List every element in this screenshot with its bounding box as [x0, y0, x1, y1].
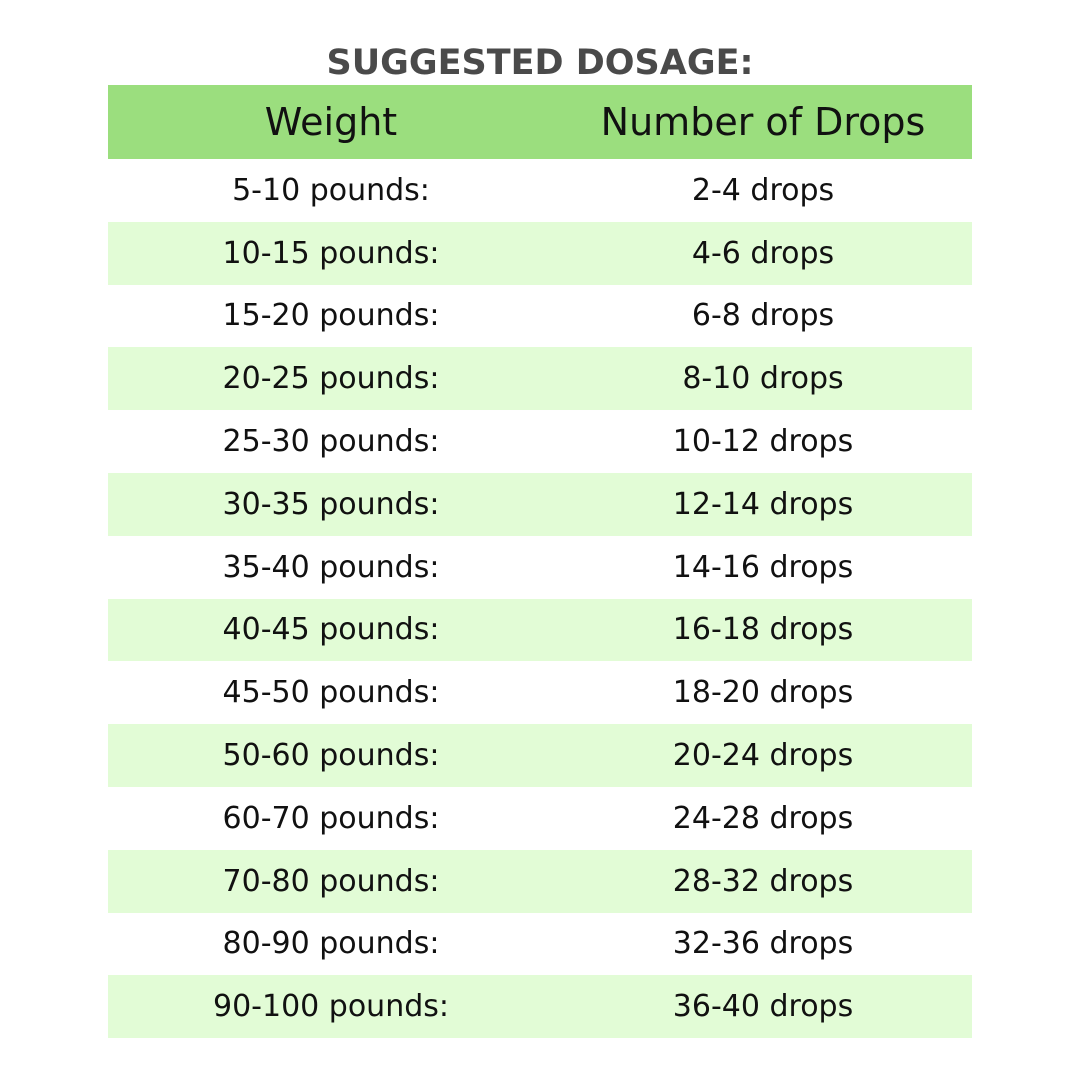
table-row: [108, 787, 972, 850]
header-weight: Weight: [264, 100, 398, 144]
weight-cell: 60-70 pounds:: [222, 800, 440, 836]
table-row: [108, 222, 972, 285]
table-row: [108, 599, 972, 662]
weight-cell: 15-20 pounds:: [222, 298, 440, 334]
weight-cell: 40-45 pounds:: [222, 612, 440, 648]
header-number-of-drops: Number of Drops: [600, 100, 926, 144]
table-row: [108, 975, 972, 1038]
weight-cell: 90-100 pounds:: [212, 989, 449, 1025]
table-row: [108, 347, 972, 410]
drops-cell: 18-20 drops: [672, 675, 854, 711]
drops-cell: 36-40 drops: [672, 989, 854, 1025]
table-row: [108, 410, 972, 473]
dosage-table: [108, 85, 972, 1038]
drops-cell: 12-14 drops: [672, 486, 854, 522]
table-row: [108, 724, 972, 787]
table-row: [108, 159, 972, 222]
drops-cell: 16-18 drops: [672, 612, 854, 648]
weight-cell: 30-35 pounds:: [222, 486, 440, 522]
drops-cell: 8-10 drops: [682, 361, 844, 397]
table-row: [108, 285, 972, 348]
table-body: [108, 159, 972, 1038]
table-header: [108, 85, 972, 159]
table-row: [108, 536, 972, 599]
drops-cell: 32-36 drops: [672, 926, 854, 962]
table-row: [108, 913, 972, 976]
table-row: [108, 661, 972, 724]
weight-cell: 80-90 pounds:: [222, 926, 440, 962]
drops-cell: 28-32 drops: [672, 863, 854, 899]
drops-cell: 20-24 drops: [672, 738, 854, 774]
weight-cell: 45-50 pounds:: [222, 675, 440, 711]
drops-cell: 14-16 drops: [672, 549, 854, 585]
drops-cell: 24-28 drops: [672, 800, 854, 836]
drops-cell: 2-4 drops: [691, 172, 835, 208]
table-row: [108, 850, 972, 913]
page-title: SUGGESTED DOSAGE:: [326, 43, 754, 83]
weight-cell: 5-10 pounds:: [232, 172, 430, 208]
weight-cell: 35-40 pounds:: [222, 549, 440, 585]
weight-cell: 10-15 pounds:: [222, 235, 440, 271]
drops-cell: 6-8 drops: [691, 298, 835, 334]
weight-cell: 50-60 pounds:: [222, 738, 440, 774]
table-row: [108, 473, 972, 536]
weight-cell: 25-30 pounds:: [222, 424, 440, 460]
drops-cell: 10-12 drops: [672, 424, 854, 460]
drops-cell: 4-6 drops: [691, 235, 835, 271]
weight-cell: 70-80 pounds:: [222, 863, 440, 899]
weight-cell: 20-25 pounds:: [222, 361, 440, 397]
